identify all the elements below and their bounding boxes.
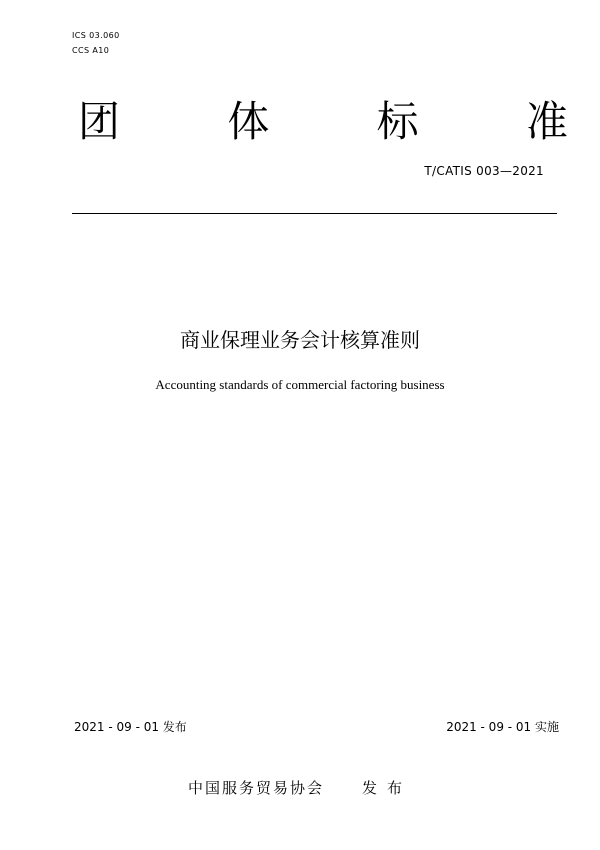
issue-label: 发布 <box>362 779 413 797</box>
standard-title-english: Accounting standards of commercial factoring business <box>155 377 445 392</box>
standard-number: T/CATIS 003—2021 <box>424 164 544 178</box>
title-char-4: 准 <box>525 97 568 146</box>
title-char-2: 体 <box>227 97 270 146</box>
title-char-1: 团 <box>78 97 121 146</box>
implementation-date: 2021 - 09 - 01 实施 <box>446 720 559 734</box>
header-divider <box>72 213 557 214</box>
ccs-code: CCS A10 <box>72 46 110 55</box>
issuer-line <box>0 779 600 797</box>
issuing-organization: 中国服务贸易协会 <box>187 779 324 797</box>
title-char-3: 标 <box>376 97 419 146</box>
ics-code: ICS 03.060 <box>72 31 120 40</box>
standard-title-chinese: 商业保理业务会计核算准则 <box>180 328 420 352</box>
document-type-title <box>78 92 568 152</box>
release-date: 2021 - 09 - 01 发布 <box>74 720 187 734</box>
